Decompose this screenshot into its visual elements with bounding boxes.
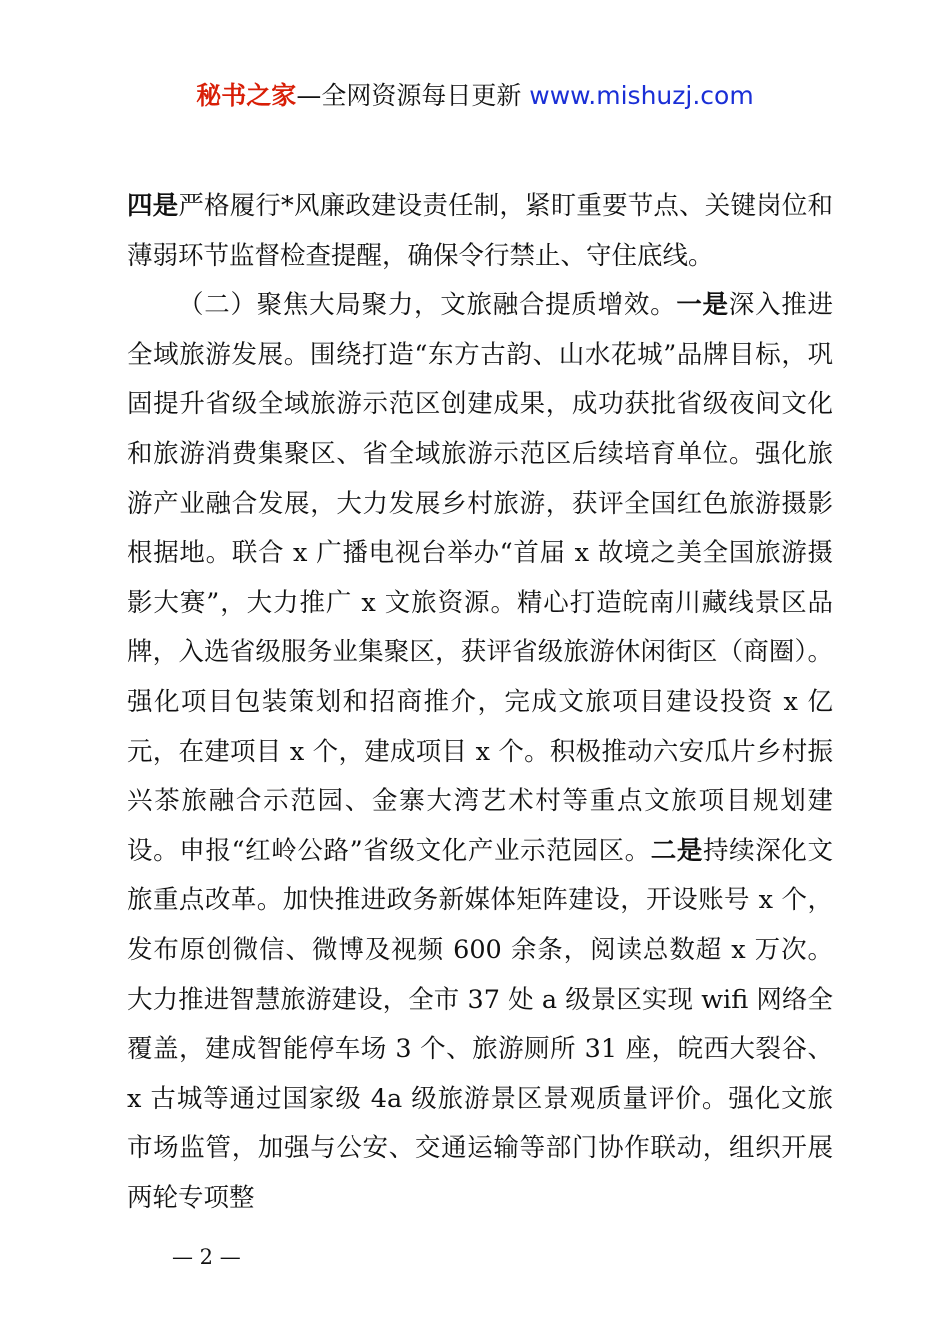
- document-body: [127, 182, 833, 1223]
- paragraph-lead: 四是: [127, 191, 179, 221]
- paragraph-lead: 一是: [676, 290, 729, 321]
- page-number: — 2 —: [172, 1245, 241, 1269]
- site-header: [0, 80, 950, 112]
- paragraph: [127, 281, 833, 1223]
- paragraph: [127, 182, 833, 281]
- paragraph-text: 严格履行*风廉政建设责任制，紧盯重要节点、关键岗位和薄弱环节监督检查提醒，确保令行禁止、守住底线。: [127, 191, 833, 271]
- section-heading: （二）聚焦大局聚力，文旅融合提质增效。: [178, 290, 677, 321]
- site-url-link[interactable]: www.mishuzj.com: [529, 81, 754, 110]
- paragraph-text: 深入推进全域旅游发展。围绕打造“东方古韵、山水花城”品牌目标，巩固提升省级全域旅游示范区创建成果，成功获批省级夜间文化和旅游消费集聚区、省全域旅游示范区后续培育单位。强化旅游产业融合发展，大力发展乡村旅游，获评全国红色旅游摄影根据地。联合 x 广播电视台举办“首届 x 故境之美全国旅游摄影大赛”，大力推广 x 文旅资源。精心打造皖南川藏线景区品牌，入选省级服务业集聚区，获评省级旅游休闲街区（商圈）。强化项目包装策划和招商推介，完成文旅项目建设投资 x 亿元，在建项目 x 个，建成项目 x 个。积极推动六安瓜片乡村振兴茶旅融合示范园、金寨大湾艺术村等重点文旅项目规划建设。申报“红岭公路”省级文化产业示范园区。: [127, 290, 833, 866]
- site-tagline: —全网资源每日更新: [296, 81, 530, 110]
- paragraph-text: 持续深化文旅重点改革。加快推进政务新媒体矩阵建设，开设账号 x 个，发布原创微信、微博及视频 600 余条，阅读总数超 x 万次。大力推进智慧旅游建设，全市 37 处 a 级景区实现 wifi 网络全覆盖，建成智能停车场 3 个、旅游厕所 31 座，皖西大裂谷、x 古城等通过国家级 4a 级旅游景区景观质量评价。强化文旅市场监管，加强与公安、交通运输等部门协作联动，组织开展两轮专项整: [127, 835, 833, 1213]
- site-brand: 秘书之家: [196, 81, 297, 110]
- paragraph-lead: 二是: [650, 835, 703, 866]
